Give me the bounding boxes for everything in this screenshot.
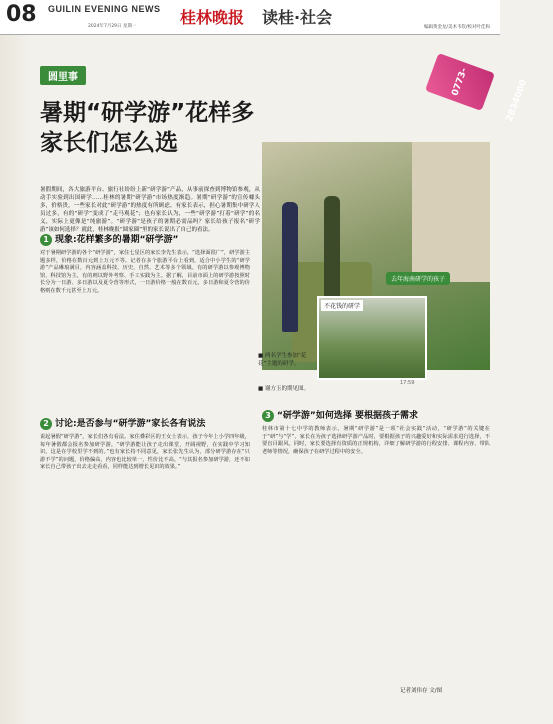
section-heading-3 bbox=[262, 408, 418, 422]
section-body-1: 对于暑期研学游的各个“研学游”，家住七星区的家长李先生表示，“选择面很广”，研学游主题多样，价格在数百元到上万元不等。记者在多个旅游平台上看到，适合中小学生的“研学游”产品琳琅满目，内容涵盖科技、历史、自然、艺术等多个领域。有的研学游以参观博物馆、科技馆为主，有的则以野外考察、手工实践为主。据了解，目前市面上的研学游按照时长分为一日游、多日游以及夏令营等形式，一日游价格一般在数百元，多日游和夏令营的价格则在数千元甚至上万元。 bbox=[40, 250, 250, 294]
newspaper-logo: 桂林晚报 bbox=[180, 8, 245, 27]
paper-name: GUILIN EVENING NEWS bbox=[48, 4, 161, 14]
article-intro: 暑假期间，各大旅游平台、旅行社纷纷上新“研学游”产品，从事前探查到博物馆参观，从动手实验到出国研学……桂林的暑期“研学游”市场热度渐趋。暑期“研学游”的宣传噱头多，价格贵，一些家长对此“研学游”的热度有所顾虑。有家长表示，担心暑期集中研学人员过多，有的“研学”变成了“走马观花”；也有家长认为，一些“研学游”打着“研学”的名义，实际上更像是“纯旅游”。“研学游”是孩子的暑期必需品吗？家长给孩子报名“研学游”该如何选择？就此，桂林晚报“圆家圈”里的家长说出了自己的看法。 bbox=[40, 187, 260, 233]
editor-credits: 编辑黄金龙/美术韦钦/校对叶佳和 bbox=[423, 25, 490, 30]
article-headline: 暑期“研学游”花样多家长们怎么选 bbox=[40, 100, 255, 156]
section-heading-2 bbox=[40, 416, 205, 430]
inset-photo bbox=[317, 296, 427, 380]
photo-caption: ■ 两名学生参加“花花”主题的研学。 bbox=[258, 353, 307, 367]
section-title: 讨论:是否参与“研学游”家长各有说法 bbox=[55, 419, 206, 429]
section-heading-1 bbox=[40, 232, 178, 246]
section-number: 1 bbox=[40, 234, 52, 246]
issue-date: 2024年7月29日 星期一 bbox=[88, 24, 137, 29]
photo-caption: ■ 谢方玉的期见图。 bbox=[258, 386, 309, 392]
timestamp: 17:59 bbox=[400, 380, 415, 386]
hotline-badge: 0773-2834000 bbox=[425, 53, 495, 111]
photo-child bbox=[282, 202, 298, 332]
section-number: 2 bbox=[40, 418, 52, 430]
column-kicker: 圆里事 bbox=[40, 66, 86, 85]
inset-photo-label: 不花钱的研学 bbox=[321, 300, 363, 311]
left-margin-decoration bbox=[0, 0, 30, 724]
photo-wall bbox=[412, 142, 490, 282]
page-number: 08 bbox=[6, 2, 37, 27]
section-name: 读桂·社会 bbox=[262, 8, 333, 27]
photo-caption-tag: 去年海南研学的孩子 bbox=[386, 272, 450, 285]
section-body-2: 说起暑假“研学游”，家长们各有看法。家住叠彩区的王女士表示，孩子今年上小学四年级，每年暑假都会报名参加研学游。“研学游能让孩子走出课堂，开阔视野，在实践中学习知识，这是在学校里学不到的。”也有家长持不同意见，家长张先生认为，部分研学游存在“只游不学”的问题，价格偏高，内容也比较单一，性价比不高。“与其报名参加研学游，还不如家长自己带孩子出去走走看看，同样能达到增长见识的效果。” bbox=[40, 434, 250, 471]
section-body-3: 桂林市第十七中学的教师表示，暑期“研学游”是一项“社会实践”活动，“研学游”的关键在于“研”与“学”，家长在为孩子选择研学游产品时，要根据孩子的兴趣爱好和实际需求进行选择，不要盲目跟风。同时，家长要选择有资质的正规机构，详细了解研学游的行程安排、课程内容、带队老师等情况，确保孩子在研学过程中的安全。 bbox=[262, 426, 490, 455]
section-title: 现象:花样繁多的暑期“研学游” bbox=[55, 235, 179, 245]
section-title: “研学游”如何选择 要根据孩子需求 bbox=[277, 411, 418, 421]
byline: 记者刘伟存 文/图 bbox=[400, 688, 443, 694]
section-number: 3 bbox=[262, 410, 274, 422]
page-header bbox=[0, 0, 500, 35]
